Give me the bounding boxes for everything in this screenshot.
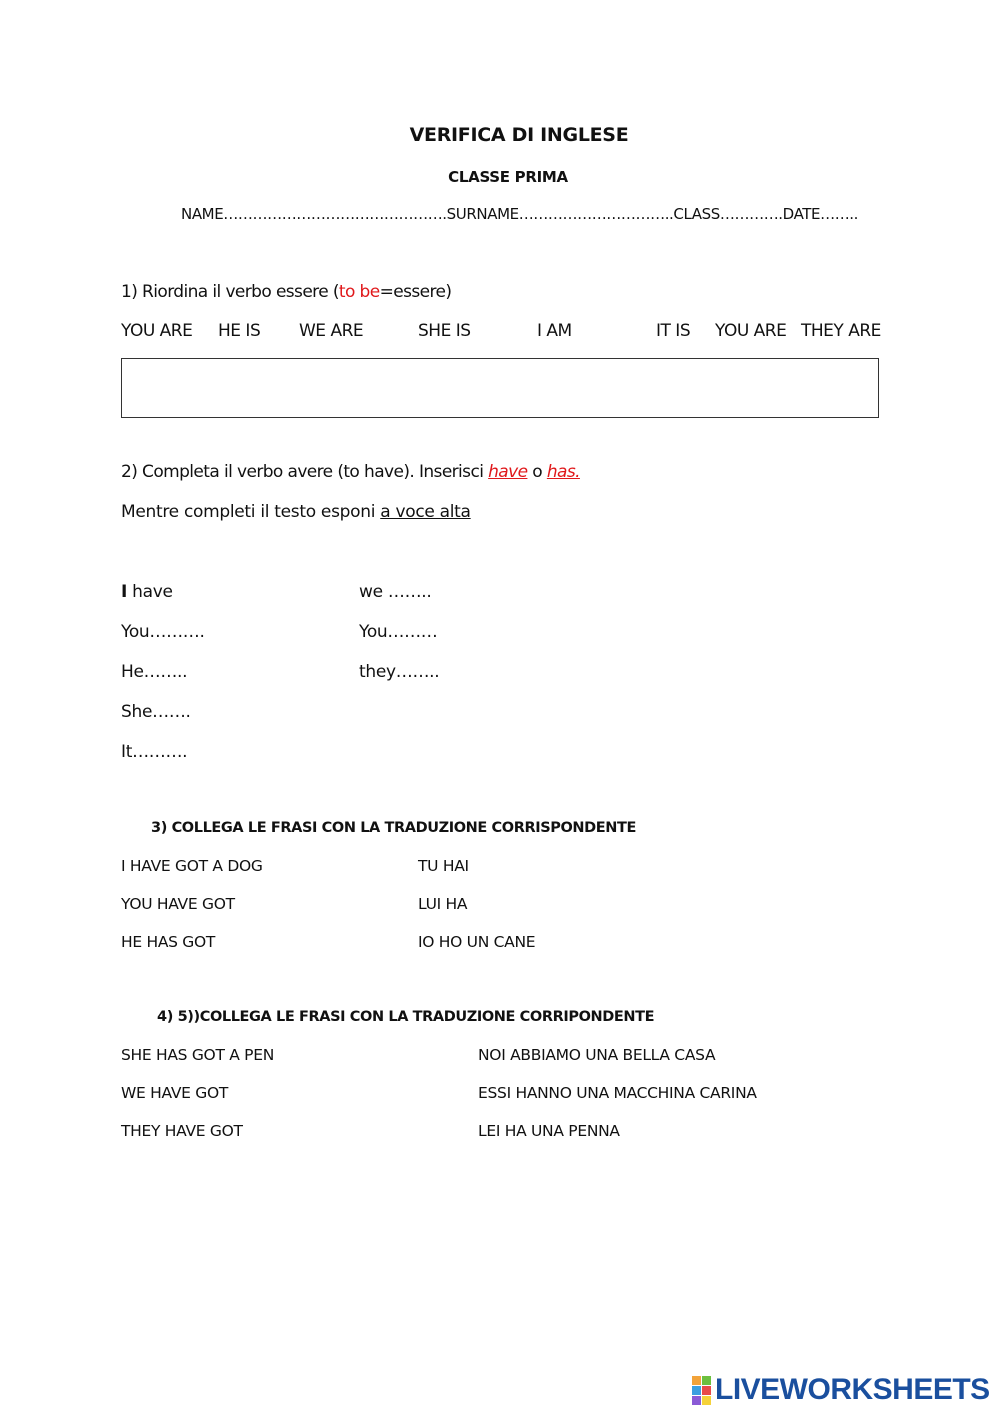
conjugation-item: You………. bbox=[121, 622, 205, 642]
match-english: THEY HAVE GOT bbox=[121, 1122, 243, 1140]
match-english: WE HAVE GOT bbox=[121, 1084, 229, 1102]
conjugation-item: It………. bbox=[121, 742, 188, 762]
pronoun-chip: WE ARE bbox=[299, 321, 364, 341]
conjugation-item: She……. bbox=[121, 702, 191, 722]
pronoun-chip: THEY ARE bbox=[801, 321, 881, 341]
match-italian: LUI HA bbox=[418, 895, 468, 913]
to-be-highlight: to be bbox=[338, 282, 380, 302]
match-english: YOU HAVE GOT bbox=[121, 895, 235, 913]
student-info-line: NAME……………………………………….SURNAME…………………………..CLASS………….DATE…….. bbox=[181, 205, 859, 223]
match-english: I HAVE GOT A DOG bbox=[121, 857, 263, 875]
section2-question: 2) Completa il verbo avere (to have). Inserisci have o has. bbox=[121, 462, 580, 482]
conjugation-item: they…….. bbox=[359, 662, 440, 682]
pronoun-chip: YOU ARE bbox=[121, 321, 193, 341]
match-english: HE HAS GOT bbox=[121, 933, 216, 951]
conjugation-item: He…….. bbox=[121, 662, 188, 682]
section1-question: 1) Riordina il verbo essere (to be=essere) bbox=[121, 282, 452, 302]
liveworksheets-logo bbox=[692, 1374, 990, 1406]
match-italian: ESSI HANNO UNA MACCHINA CARINA bbox=[478, 1084, 757, 1102]
pronoun-chip: YOU ARE bbox=[715, 321, 787, 341]
match-italian: IO HO UN CANE bbox=[418, 933, 536, 951]
conjugation-item: we …….. bbox=[359, 582, 432, 602]
liveworksheets-brand: LIVEWORKSHEETS bbox=[715, 1373, 990, 1406]
conjugation-item: I have bbox=[121, 582, 173, 602]
page-title: VERIFICA DI INGLESE bbox=[409, 124, 629, 146]
match-italian: LEI HA UNA PENNA bbox=[478, 1122, 620, 1140]
pronoun-chip: IT IS bbox=[656, 321, 691, 341]
pronoun-chip: I AM bbox=[537, 321, 572, 341]
section4-heading: 4) 5))COLLEGA LE FRASI CON LA TRADUZIONE CORRIPONDENTE bbox=[157, 1009, 655, 1025]
page-subtitle: CLASSE PRIMA bbox=[448, 168, 568, 186]
match-english: SHE HAS GOT A PEN bbox=[121, 1046, 275, 1064]
section2-instruction: Mentre completi il testo esponi a voce alta bbox=[121, 502, 471, 522]
pronoun-chip: HE IS bbox=[218, 321, 261, 341]
conjugation-item: You……… bbox=[359, 622, 438, 642]
have-word: have bbox=[488, 462, 528, 482]
pronoun-chip: SHE IS bbox=[418, 321, 471, 341]
match-italian: NOI ABBIAMO UNA BELLA CASA bbox=[478, 1046, 716, 1064]
has-word: has. bbox=[546, 462, 580, 482]
section3-heading: 3) COLLEGA LE FRASI CON LA TRADUZIONE CORRISPONDENTE bbox=[151, 820, 637, 836]
liveworksheets-logo-icon bbox=[692, 1376, 711, 1405]
answer-box[interactable] bbox=[121, 358, 879, 418]
match-italian: TU HAI bbox=[418, 857, 469, 875]
